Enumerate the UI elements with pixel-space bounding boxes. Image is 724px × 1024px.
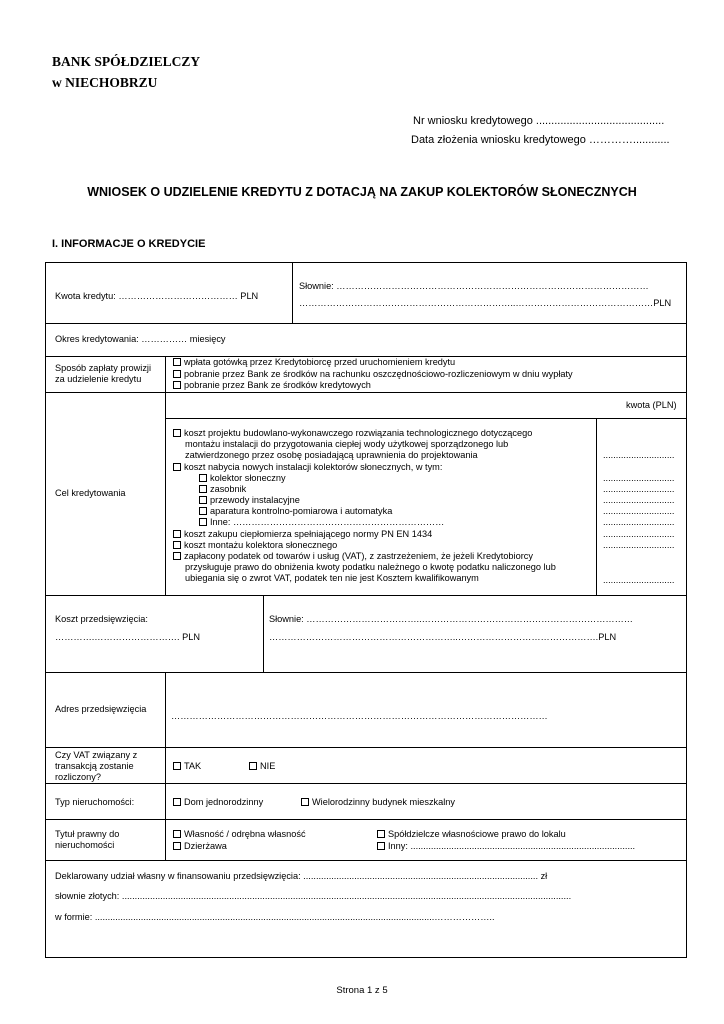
checkbox-icon[interactable] (173, 429, 181, 437)
own-contribution-words[interactable]: słownie złotych: ................................................................................................................................................................................ (55, 891, 572, 901)
checkbox-icon[interactable] (173, 798, 181, 806)
item-label: koszt montażu kolektora słonecznego (184, 540, 338, 550)
checkbox-icon[interactable] (199, 518, 207, 526)
checkbox-icon[interactable] (249, 762, 257, 770)
checkbox-icon[interactable] (173, 358, 181, 366)
amount-field[interactable]: ............................ (603, 473, 675, 483)
amount-field[interactable]: ............................ (603, 575, 675, 585)
checkbox-icon[interactable] (173, 552, 181, 560)
bank-location: w NIECHOBRZU (52, 75, 158, 90)
subitem-tank[interactable] (199, 484, 246, 495)
option-label: Dzierżawa (184, 841, 227, 851)
commission-label-line1: Sposób zapłaty prowizji (55, 363, 152, 373)
legal-title-ownership[interactable] (173, 829, 306, 840)
bank-name: BANK SPÓŁDZIELCZY (52, 54, 201, 69)
property-type-label: Typ nieruchomości: (55, 797, 135, 807)
amount-field[interactable]: ............................ (603, 517, 675, 527)
amount-column-header: kwota (PLN) (626, 400, 677, 410)
project-cost-label: Koszt przedsięwzięcia: (55, 614, 148, 624)
purpose-item-installation[interactable] (173, 462, 442, 473)
checkbox-icon[interactable] (173, 762, 181, 770)
subitem-label: zasobnik (210, 484, 247, 494)
item-label: koszt projektu budowlano-wykonawczego rozwiązania technologicznego dotyczącego (184, 428, 533, 438)
checkbox-icon[interactable] (173, 530, 181, 538)
project-address-field[interactable]: …………………………………………………………………………………………………………… (171, 711, 548, 721)
project-cost-words-line2[interactable]: ……………………………………………………..……………………………………….PLN (269, 632, 617, 642)
purpose-item-vat-line2: przysługuje prawo do obniżenia kwoty podatku należnego o kwotę podatku naliczonego lub (185, 562, 556, 572)
legal-title-other[interactable] (377, 841, 635, 852)
purpose-item-vat-line3: ubiegania się o zwrot VAT, podatek ten nie jest Kosztem kwalifikowanym (185, 573, 479, 583)
option-label: Spółdzielcze własnościowe prawo do lokalu (388, 829, 566, 839)
vat-label-line3: rozliczony? (55, 772, 101, 782)
project-address-label: Adres przedsięwzięcia (55, 704, 147, 714)
option-label: NIE (260, 761, 276, 771)
option-label: pobranie przez Bank ze środków na rachunku oszczędnościowo-rozliczeniowym w dniu wypłaty (184, 369, 573, 379)
subitem-label: kolektor słoneczny (210, 473, 286, 483)
subitem-label: Inne: …………………………………………………………… (210, 517, 445, 527)
vat-no-option[interactable] (249, 761, 275, 772)
legal-title-cooperative[interactable] (377, 829, 566, 840)
credit-form-table (45, 262, 687, 958)
amount-field[interactable]: ............................ (603, 540, 675, 550)
subitem-automation[interactable] (199, 506, 392, 517)
checkbox-icon[interactable] (377, 830, 385, 838)
option-label: TAK (184, 761, 202, 771)
property-type-multifamily[interactable] (301, 797, 455, 808)
subitem-pipes[interactable] (199, 495, 300, 506)
option-label: pobranie przez Bank ze środków kredytowych (184, 380, 371, 390)
checkbox-icon[interactable] (301, 798, 309, 806)
option-label: Inny: ........................................................................................ (388, 841, 636, 851)
own-contribution-field[interactable]: Deklarowany udział własny w finansowaniu przedsięwzięcia: ............................................................................................ zł (55, 871, 548, 881)
checkbox-icon[interactable] (199, 496, 207, 504)
purpose-label: Cel kredytowania (55, 488, 126, 498)
amount-field[interactable]: ............................ (603, 484, 675, 494)
checkbox-icon[interactable] (173, 381, 181, 389)
checkbox-icon[interactable] (173, 842, 181, 850)
vat-label-line1: Czy VAT związany z (55, 750, 138, 760)
checkbox-icon[interactable] (173, 541, 181, 549)
checkbox-icon[interactable] (173, 830, 181, 838)
project-cost-amount[interactable]: ………….………………………. PLN (55, 632, 200, 642)
option-label: Dom jednorodzinny (184, 797, 264, 807)
checkbox-icon[interactable] (377, 842, 385, 850)
commission-option-cash[interactable] (173, 357, 455, 368)
commission-label-line2: za udzielenie kredytu (55, 374, 142, 384)
page-number: Strona 1 z 5 (336, 985, 388, 996)
legal-title-lease[interactable] (173, 841, 227, 852)
own-contribution-form[interactable]: w formie: .....................................................................................................................................……………….. (55, 912, 495, 922)
checkbox-icon[interactable] (173, 463, 181, 471)
amount-field[interactable]: ............................ (603, 495, 675, 505)
checkbox-icon[interactable] (199, 474, 207, 482)
application-date[interactable]: Data złożenia wniosku kredytowego …………............ (411, 134, 670, 146)
purpose-item-project-line2: montażu instalacji do przygotowania ciepłej wody użytkowej sporządzonego lub (185, 439, 509, 449)
subitem-label: przewody instalacyjne (210, 495, 300, 505)
commission-option-credit[interactable] (173, 380, 371, 391)
option-label: Własność / odrębna własność (184, 829, 306, 839)
loan-period-field[interactable]: Okres kredytowania: …………… miesięcy (55, 334, 226, 344)
amount-field[interactable]: ............................ (603, 506, 675, 516)
subitem-other[interactable] (199, 517, 444, 528)
checkbox-icon[interactable] (199, 485, 207, 493)
form-title: WNIOSEK O UDZIELENIE KREDYTU Z DOTACJĄ NA ZAKUP KOLEKTORÓW SŁONECZNYCH (87, 185, 637, 199)
purpose-item-assembly[interactable] (173, 540, 337, 551)
section-heading: I. INFORMACJE O KREDYCIE (52, 238, 206, 250)
purpose-item-project-line3: zatwierdzonego przez osobę posiadającą uprawnienia do projektowania (185, 450, 478, 460)
item-label: zapłacony podatek od towarów i usług (VAT), z zastrzeżeniem, że jeżeli Kredytobiorcy (184, 551, 533, 561)
checkbox-icon[interactable] (173, 370, 181, 378)
amount-field[interactable]: ............................ (603, 450, 675, 460)
item-label: koszt zakupu ciepłomierza spełniającego normy PN EN 1434 (184, 529, 433, 539)
vat-yes-option[interactable] (173, 761, 201, 772)
amount-field[interactable]: ............................ (603, 529, 675, 539)
purpose-item-vat[interactable] (173, 551, 533, 562)
property-type-house[interactable] (173, 797, 263, 808)
loan-amount-words-line2[interactable]: ……………………………………………………………..………………………………………PLN (299, 298, 672, 308)
purpose-item-project[interactable] (173, 428, 532, 439)
purpose-item-heatmeter[interactable] (173, 529, 432, 540)
loan-amount-field[interactable]: Kwota kredytu: ………………………………… PLN (55, 291, 259, 301)
checkbox-icon[interactable] (199, 507, 207, 515)
vat-label-line2: transakcją zostanie (55, 761, 134, 771)
legal-title-label-line2: nieruchomości (55, 840, 115, 850)
item-label: koszt nabycia nowych instalacji kolektorów słonecznych, w tym: (184, 462, 443, 472)
subitem-label: aparatura kontrolno-pomiarowa i automatyka (210, 506, 393, 516)
option-label: Wielorodzinny budynek mieszkalny (312, 797, 455, 807)
legal-title-label-line1: Tytuł prawny do (55, 829, 120, 839)
option-label: wpłata gotówką przez Kredytobiorcę przed uruchomieniem kredytu (184, 357, 456, 367)
application-number[interactable]: Nr wniosku kredytowego .......................................... (413, 115, 665, 127)
subitem-collector[interactable] (199, 473, 286, 484)
loan-amount-words-line1[interactable]: Słownie: ………………………………………………………………………………………… (299, 281, 649, 291)
commission-option-account[interactable] (173, 369, 573, 380)
project-cost-words-line1[interactable]: Słownie: ………………………………..…………………………………………………………… (269, 614, 633, 624)
